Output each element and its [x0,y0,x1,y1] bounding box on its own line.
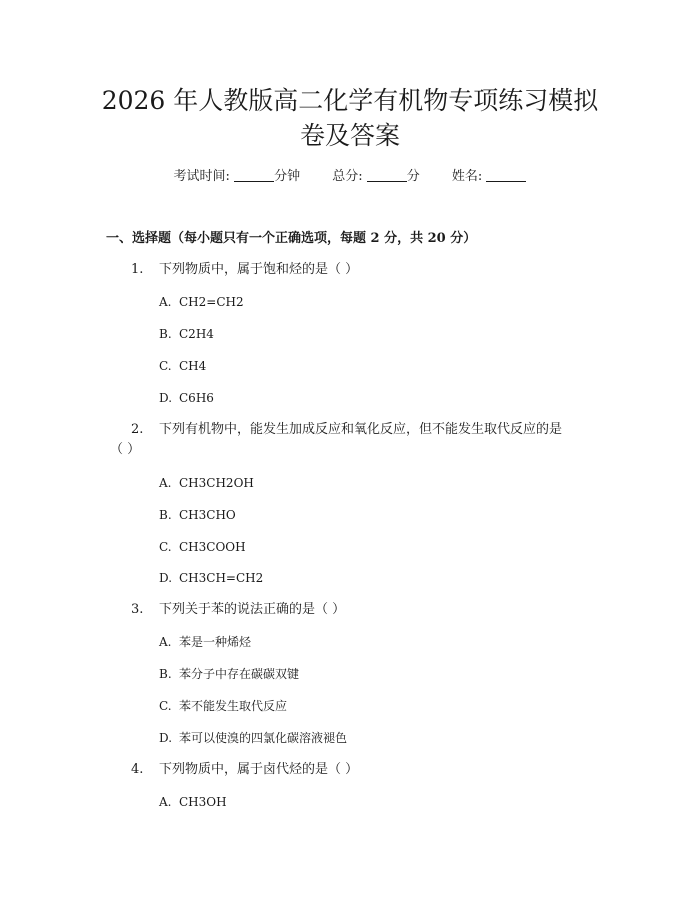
option-text: CH4 [179,359,207,373]
option-text: 苯不能发生取代反应 [179,699,288,713]
score-label: 总分: [332,169,363,184]
option-text: CH3CHO [179,508,236,522]
option-3b[interactable] [159,664,299,684]
option-letter: C. [159,540,172,554]
option-text: CH3COOH [179,540,246,554]
option-text: 苯分子中存在碳碳双键 [179,667,300,681]
exam-title-line2: 卷及答案 [299,121,400,150]
question-stem-continued: （ ） [110,442,141,457]
option-letter: D. [159,391,173,405]
option-2c[interactable] [159,537,246,557]
name-blank[interactable] [486,167,526,182]
option-1d[interactable] [159,388,214,408]
option-text: CH3CH=CH2 [179,571,264,585]
name-label: 姓名: [451,169,483,184]
option-letter: A. [159,476,172,490]
option-text: CH3CH2OH [179,476,254,490]
option-letter: A. [159,295,172,309]
option-letter: A. [159,795,172,809]
section-heading-choice: 一、选择题（每小题只有一个正确选项，每题 2 分，共 20 分） [106,231,477,246]
option-3d[interactable] [159,728,347,748]
exam-meta [0,166,700,188]
option-2d[interactable] [159,568,263,588]
option-2b[interactable] [159,505,236,525]
option-text: 苯可以使溴的四氯化碳溶液褪色 [179,731,348,745]
score-unit: 分 [406,169,420,184]
question-number: 3. [131,602,144,617]
option-text: CH3OH [179,795,227,809]
option-1b[interactable] [159,324,214,344]
score-blank[interactable] [367,167,407,182]
option-2a[interactable] [159,473,254,493]
student-name-field [452,169,527,184]
question-stem: 下列有机物中，能发生加成反应和氧化反应，但不能发生取代反应的是 [159,422,563,437]
option-text: C6H6 [179,391,214,405]
option-text: 苯是一种烯烃 [179,635,252,649]
question-number: 2. [131,422,144,437]
option-text: CH2=CH2 [179,295,244,309]
option-letter: A. [159,635,172,649]
option-letter: C. [159,359,172,373]
question-number: 4. [131,762,144,777]
time-unit: 分钟 [274,169,301,184]
option-letter: B. [159,667,172,681]
option-1a[interactable] [159,292,244,312]
question-number: 1. [131,262,144,277]
exam-title-line1: 2026 年人教版高二化学有机物专项练习模拟 [101,86,599,115]
question-stem: 下列物质中，属于饱和烃的是（ ） [159,262,359,277]
option-3a[interactable] [159,632,251,652]
option-letter: C. [159,699,172,713]
option-text: C2H4 [179,327,214,341]
exam-time-field [174,169,305,184]
option-4a[interactable] [159,792,227,812]
question-stem: 下列物质中，属于卤代烃的是（ ） [159,762,359,777]
option-letter: D. [159,731,173,745]
question-stem: 下列关于苯的说法正确的是（ ） [159,602,346,617]
option-1c[interactable] [159,356,206,376]
option-letter: D. [159,571,173,585]
time-blank[interactable] [234,167,274,182]
option-letter: B. [159,327,172,341]
total-score-field [332,169,424,184]
option-letter: B. [159,508,172,522]
option-3c[interactable] [159,696,287,716]
time-label: 考试时间: [173,169,230,184]
